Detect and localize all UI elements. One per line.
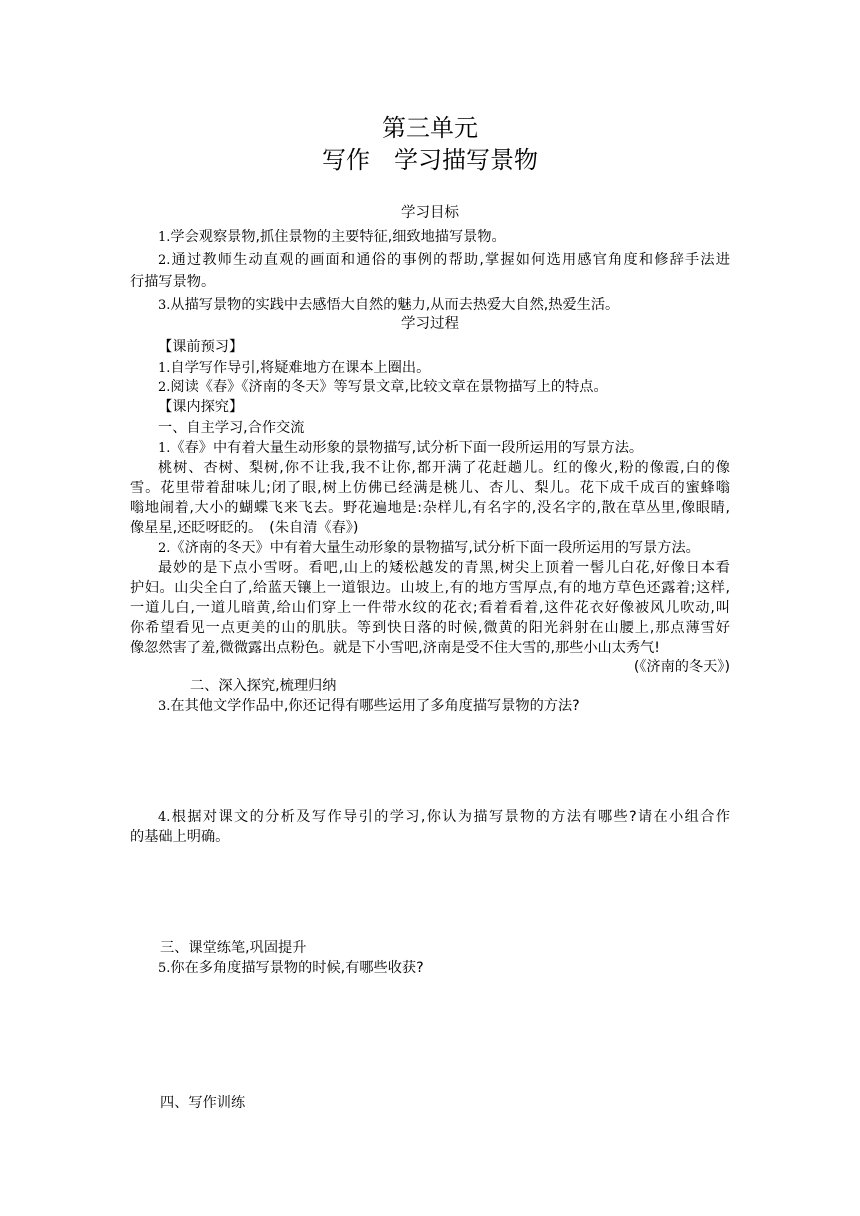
question-2-number: 2. [158,541,171,556]
goal-1 [158,227,730,248]
preview-label: 【课前预习】 [158,339,244,355]
topic-title: 写作 学习描写景物 [322,146,538,174]
question-4-line-2: 的基础上明确。 [130,829,230,845]
unit-title: 第三单元 [382,114,478,142]
winter-passage-line-1: 最妙的是下点小雪呀。看吧,山上的矮松越发的青黑,树尖上顶着一髻儿白花,好像日本看 [158,560,730,576]
preview-item-2-text: 阅读《春》《济南的冬天》等写景文章,比较文章在景物描写上的特点。 [170,379,608,395]
question-1 [158,438,730,459]
winter-passage-line-3: 一道儿白,一道儿暗黄,给山们穿上一件带水纹的花衣;看着看着,这件花衣好像被风儿吹动,叫 [130,600,730,616]
spring-passage-line-3: 嗡地闹着,大小的蝴蝶飞来飞去。野花遍地是:杂样儿,有名字的,没名字的,散在草丛里,像眼睛, [130,500,730,516]
preview-item-2-number: 2. [158,380,171,395]
goal-2-number: 2. [158,253,171,268]
question-3 [158,696,730,717]
winter-passage-line-2: 护妇。山尖全白了,给蓝天镶上一道银边。山坡上,有的地方雪厚点,有的地方草色还露着;这样, [130,580,730,596]
spring-passage-line-2: 雪。花里带着甜味儿;闭了眼,树上仿佛已经满是桃儿、杏儿、梨儿。花下成千成百的蜜蜂嗡 [130,480,730,496]
section-4-heading: 四、写作训练 [160,1095,246,1111]
goal-1-number: 1. [158,230,171,245]
spring-passage-line-1: 桃树、杏树、梨树,你不让我,我不让你,都开满了花赶趟儿。红的像火,粉的像霞,白的像 [158,460,730,476]
winter-passage-line-4: 你希望看见一点更美的山的肌肤。等到快日落的时候,微黄的阳光斜射在山腰上,那点薄雪好 [130,620,730,636]
question-2 [158,538,730,559]
question-4-number: 4. [158,810,171,825]
question-5 [158,958,730,979]
goal-2-line-2: 行描写景物。 [130,274,216,290]
goal-2-text-1: 通过教师生动直观的画面和通俗的事例的帮助,掌握如何选用感官角度和修辞手法进 [170,252,730,268]
winter-passage-line-5: 像忽然害了羞,微微露出点粉色。就是下小雪吧,济南是受不住大雪的,那些小山太秀气! [130,640,660,656]
goals-heading: 学习目标 [401,205,459,221]
explore-label: 【课内探究】 [158,399,244,415]
question-4-text-1: 根据对课文的分析及写作导引的学习,你认为描写景物的方法有哪些?请在小组合作 [170,809,730,825]
question-1-text: 《春》中有着大量生动形象的景物描写,试分析下面一段所运用的写景方法。 [170,440,644,456]
preview-item-1 [158,358,730,379]
winter-passage-source: (《济南的冬天》) [633,659,730,675]
goal-3-number: 3. [158,298,171,313]
process-heading: 学习过程 [401,316,459,332]
goal-1-text: 学会观察景物,抓住景物的主要特征,细致地描写景物。 [170,229,506,245]
question-5-text: 你在多角度描写景物的时候,有哪些收获? [170,960,424,976]
goal-3 [158,295,730,316]
question-2-text: 《济南的冬天》中有着大量生动形象的景物描写,试分析下面一段所运用的写景方法。 [170,540,700,556]
question-5-number: 5. [158,961,171,976]
preview-item-1-number: 1. [158,361,171,376]
question-1-number: 1. [158,441,171,456]
section-2-heading: 二、深入探究,梳理归纳 [190,678,337,694]
preview-item-2 [158,377,730,398]
goal-3-text: 从描写景物的实践中去感悟大自然的魅力,从而去热爱大自然,热爱生活。 [170,297,620,313]
spring-passage-line-4: 像星星,还眨呀眨的。 (朱自清《春》) [130,520,359,536]
section-1-heading: 一、自主学习,合作交流 [158,420,305,436]
question-3-number: 3. [158,699,171,714]
section-3-heading: 三、课堂练笔,巩固提升 [160,940,307,956]
preview-item-1-text: 自学写作导引,将疑难地方在课本上圈出。 [170,360,431,376]
question-3-text: 在其他文学作品中,你还记得有哪些运用了多角度描写景物的方法? [170,698,580,714]
goal-2-line-1 [158,250,730,271]
question-4-line-1 [158,807,730,828]
